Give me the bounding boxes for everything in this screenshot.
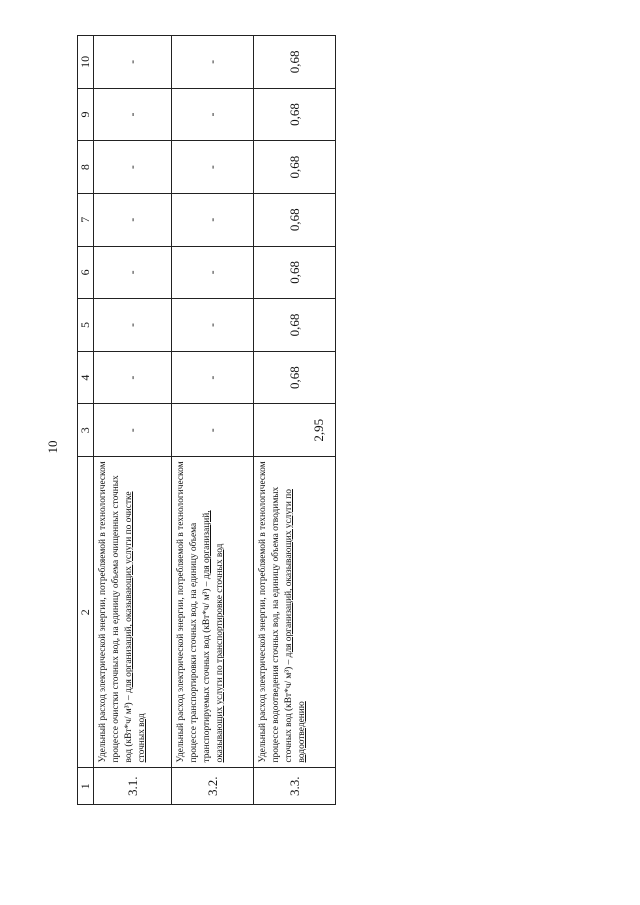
row-number: 3.1. <box>94 768 172 805</box>
column-header: 2 <box>78 457 94 768</box>
description-text: Удельный расход электрической энергии, потребляемой в технологическом процессе водоотведения сточных вод, на единицу объема отводимых сточных вод (кВт*ч/ м³) – <box>258 461 294 763</box>
column-header: 3 <box>78 404 94 457</box>
table-cell: 0,68 <box>254 141 336 194</box>
table-cell: - <box>94 88 172 141</box>
table-cell: - <box>172 193 254 246</box>
table-cell: - <box>94 351 172 404</box>
table-cell: - <box>172 299 254 352</box>
column-header: 10 <box>78 36 94 89</box>
column-header: 5 <box>78 299 94 352</box>
row-description <box>254 457 336 768</box>
table-cell: 0,68 <box>254 299 336 352</box>
energy-consumption-table <box>77 35 336 805</box>
table-cell: - <box>94 299 172 352</box>
row-number: 3.3. <box>254 768 336 805</box>
description-text: Удельный расход электрической энергии, потребляемой в технологическом процессе транспортировки сточных вод, на единицу объема транспортируемых сточных вод (кВт*ч/ м³) – <box>176 461 212 763</box>
column-header: 8 <box>78 141 94 194</box>
row-number: 3.2. <box>172 768 254 805</box>
table-cell: - <box>172 351 254 404</box>
table-cell: - <box>172 88 254 141</box>
table-cell: 0,68 <box>254 36 336 89</box>
table-cell: 0,68 <box>254 88 336 141</box>
table-cell: - <box>94 141 172 194</box>
column-header: 6 <box>78 246 94 299</box>
description-underlined-text: для организаций, оказывающих услуги по очистке сточных вод <box>124 491 147 763</box>
column-header: 1 <box>78 768 94 805</box>
column-header: 9 <box>78 88 94 141</box>
page-number: 10 <box>45 440 60 454</box>
table-row <box>254 36 336 805</box>
table-row <box>172 36 254 805</box>
table-cell: - <box>94 246 172 299</box>
row-description <box>94 457 172 768</box>
description-text: Удельный расход электрической энергии, потребляемой в технологическом процессе очистки сточных вод, на единицу объема очищенных сточных вод (кВт*ч/ м³) – <box>98 461 134 763</box>
table-cell: - <box>172 246 254 299</box>
description-underlined-text: для организаций, оказывающих услуги по транспортировке сточных вод <box>202 510 225 763</box>
table-row <box>94 36 172 805</box>
table-cell: 2,95 <box>254 404 336 457</box>
row-description <box>172 457 254 768</box>
table-cell: 0,68 <box>254 246 336 299</box>
table-cell: - <box>94 193 172 246</box>
column-header: 4 <box>78 351 94 404</box>
table-cell: - <box>172 141 254 194</box>
header-row <box>78 36 94 805</box>
table-cell: - <box>94 404 172 457</box>
column-header: 7 <box>78 193 94 246</box>
table-cell: 0,68 <box>254 193 336 246</box>
description-underlined-text: для организаций, оказывающих услуги по водоотведению <box>284 489 307 763</box>
table-cell: 0,68 <box>254 351 336 404</box>
table-cell: - <box>172 36 254 89</box>
rotated-table-container <box>77 35 333 805</box>
table-cell: - <box>94 36 172 89</box>
table-cell: - <box>172 404 254 457</box>
